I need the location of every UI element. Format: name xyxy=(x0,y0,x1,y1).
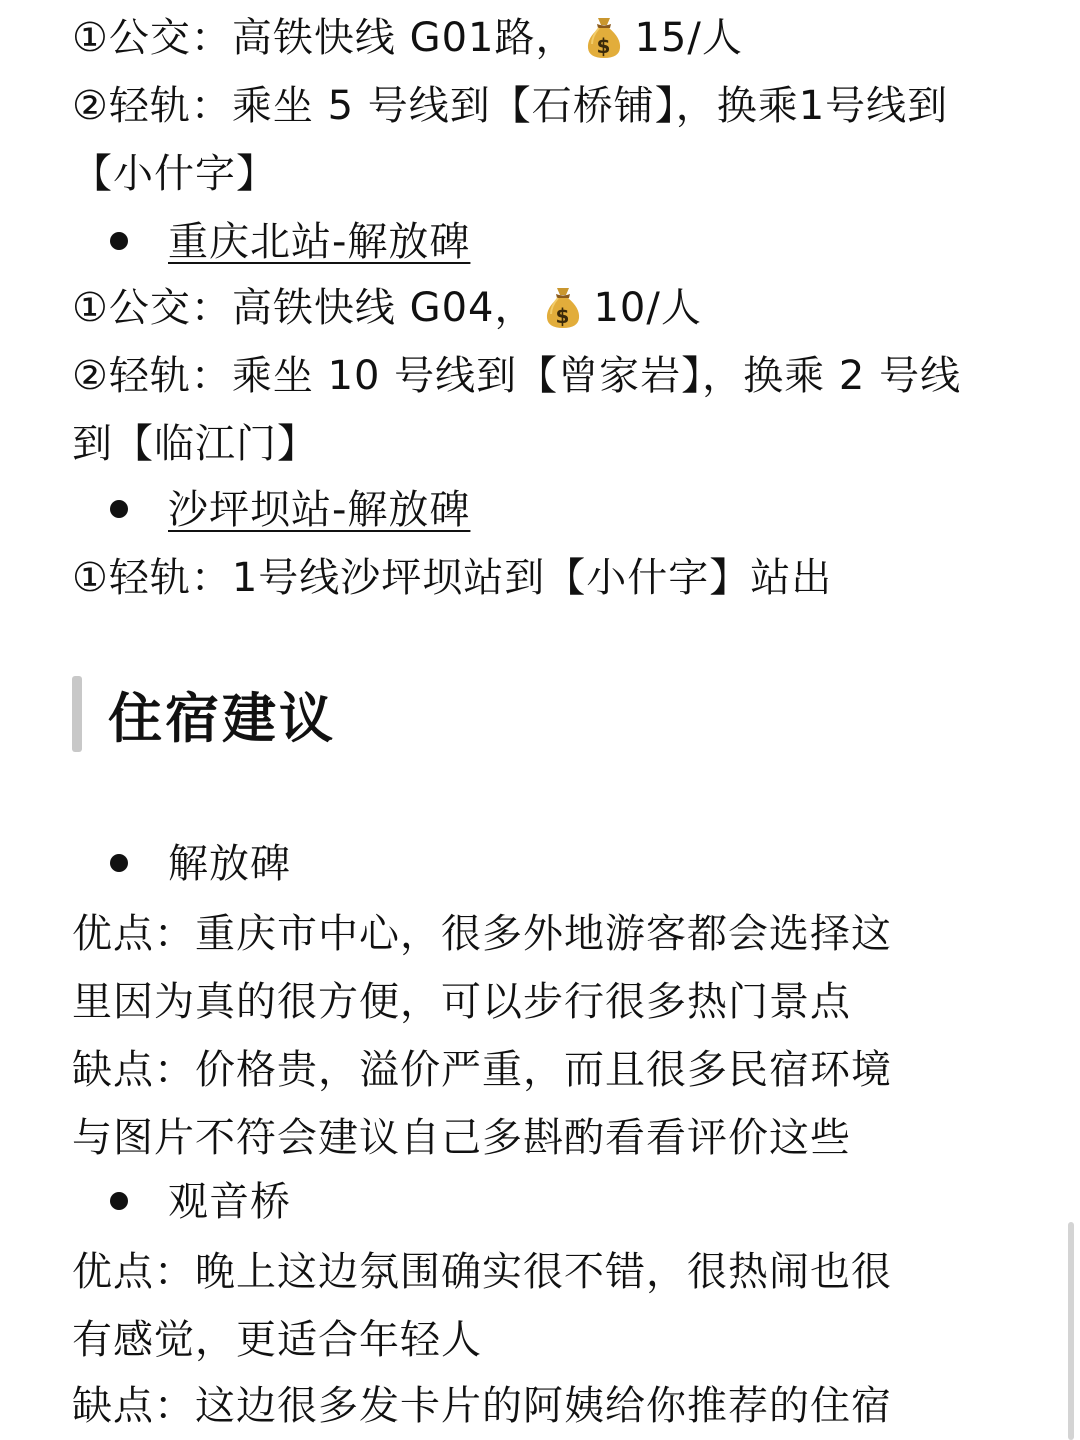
area-name: 解放碑 xyxy=(168,841,291,887)
bullet-icon xyxy=(110,854,128,872)
bullet-icon xyxy=(110,232,128,250)
station2-bus-line xyxy=(72,274,702,342)
money-bag-icon xyxy=(543,283,583,329)
area-name: 观音桥 xyxy=(168,1179,291,1225)
heading-accent-bar xyxy=(72,676,82,752)
station2-bullet-item xyxy=(110,208,470,276)
money-bag-icon xyxy=(584,13,624,59)
station1-rail-line-1: ②轻轨：乘坐 5 号线到【石桥铺】，换乘1号线到 xyxy=(72,83,949,129)
station2-bus-text: ①公交：高铁快线 G04， xyxy=(72,285,536,331)
station2-rail-line-1: ②轻轨：乘坐 10 号线到【曾家岩】，换乘 2 号线 xyxy=(72,353,962,399)
area-detail-line: 缺点：价格贵，溢价严重，而且很多民宿环境 xyxy=(72,1047,892,1093)
station2-bus-price: 10/人 xyxy=(593,285,702,331)
area-detail-line: 里因为真的很方便，可以步行很多热门景点 xyxy=(72,979,851,1025)
station3-link[interactable]: 沙坪坝站-解放碑 xyxy=(168,487,471,533)
station2-link[interactable]: 重庆北站-解放碑 xyxy=(168,219,471,265)
area-detail-line: 有感觉，更适合年轻人 xyxy=(72,1317,482,1363)
area-detail-line: 优点：重庆市中心，很多外地游客都会选择这 xyxy=(72,911,892,957)
area-detail-line: 优点：晚上这边氛围确实很不错，很热闹也很 xyxy=(72,1249,892,1295)
area-bullet-item xyxy=(110,830,291,898)
station1-bus-line xyxy=(72,4,743,72)
area-bullet-item xyxy=(110,1168,291,1236)
bullet-icon xyxy=(110,1192,128,1210)
accommodation-heading xyxy=(72,676,336,752)
bullet-icon xyxy=(110,500,128,518)
section-title: 住宿建议 xyxy=(108,686,336,750)
vertical-scrollbar[interactable] xyxy=(1068,1222,1074,1440)
svg-text:$: $ xyxy=(556,304,571,328)
station3-rail-line: ①轻轨：1号线沙坪坝站到【小什字】站出 xyxy=(72,555,833,601)
station1-bus-price: 15/人 xyxy=(634,15,743,61)
station1-rail-line-2: 【小什字】 xyxy=(72,151,277,197)
area-detail-line: 与图片不符会建议自己多斟酌看看评价这些 xyxy=(72,1115,851,1161)
svg-text:$: $ xyxy=(597,34,612,58)
station1-bus-text: ①公交：高铁快线 G01路， xyxy=(72,15,577,61)
area-detail-line: 缺点：这边很多发卡片的阿姨给你推荐的住宿 xyxy=(72,1383,892,1429)
station2-rail-line-2: 到【临江门】 xyxy=(72,421,318,467)
station3-bullet-item xyxy=(110,476,470,544)
